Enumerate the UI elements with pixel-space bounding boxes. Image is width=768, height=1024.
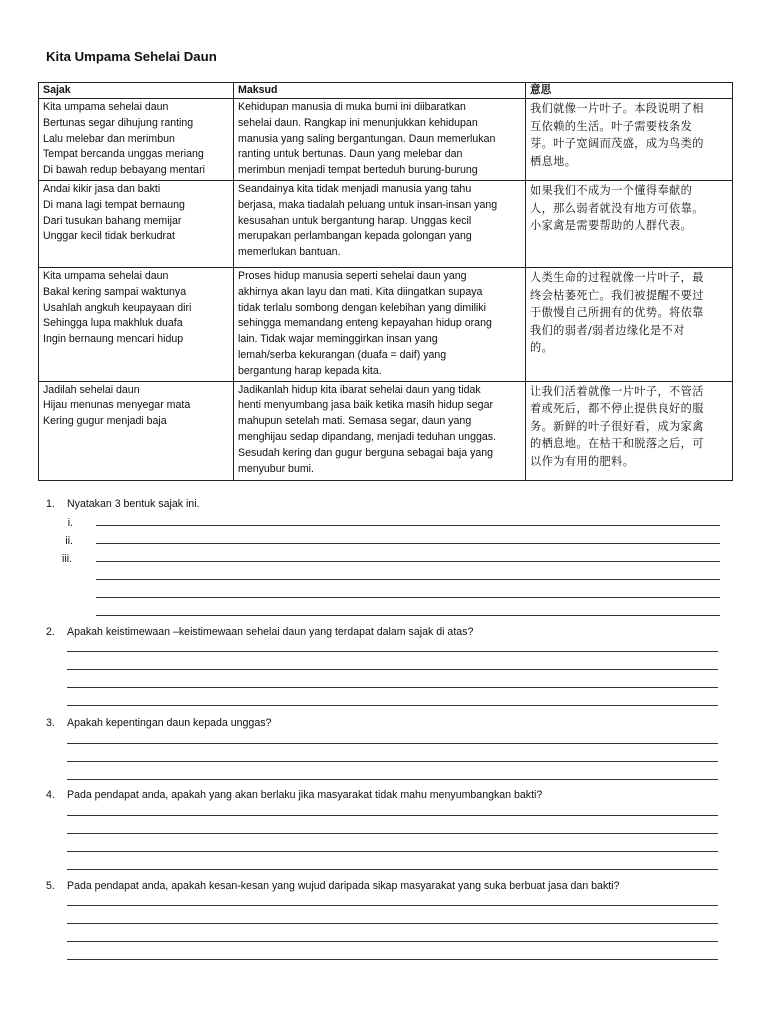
sajak-line: Dari tusukan bahang memijar	[43, 214, 182, 227]
sajak-line: Andai kikir jasa dan bakti	[43, 183, 161, 195]
table-row	[39, 381, 733, 480]
maksud-line: manusia yang saling bergantungan. Daun memerlukan	[238, 132, 496, 145]
table-header-row	[39, 83, 733, 99]
header-yisi: 意思	[526, 83, 733, 99]
sajak-line: Kita umpama sehelai daun	[43, 101, 169, 113]
answer-line[interactable]	[67, 923, 718, 924]
yisi-cell	[526, 381, 733, 480]
yisi-line: 于傲慢自己所拥有的优势。将依靠	[530, 306, 704, 319]
maksud-line: bergantung harap kepada kita.	[238, 364, 382, 377]
answer-line[interactable]	[67, 651, 718, 652]
table-row	[39, 268, 733, 382]
header-maksud: Maksud	[234, 83, 526, 99]
question-number: 4.	[46, 789, 55, 801]
maksud-line: Jadikanlah hidup kita ibarat sehelai daun yang tidak	[238, 383, 481, 396]
sajak-line: Sehingga lupa makhluk duafa	[43, 317, 183, 330]
maksud-line: menyubur bumi.	[238, 462, 314, 475]
answer-line[interactable]	[96, 615, 720, 616]
maksud-line: memerlukan bantuan.	[238, 246, 341, 259]
sajak-line: Bertunas segar dihujung ranting	[43, 116, 194, 129]
answer-line[interactable]	[67, 687, 718, 688]
maksud-line: tidak terlalu sombong dengan kelebihan yang dimiliki	[238, 301, 486, 314]
answer-item-label: i.	[67, 517, 73, 529]
yisi-line: 以作为有用的肥料。	[530, 454, 635, 468]
yisi-line: 人，那么弱者就没有地方可依靠。	[530, 201, 704, 215]
question-number: 3.	[46, 717, 55, 729]
yisi-line: 如果我们不成为一个懂得奉献的	[530, 184, 693, 197]
sajak-line: Lalu melebar dan merimbun	[43, 132, 175, 145]
yisi-line: 栖息地。	[530, 154, 577, 168]
maksud-line: Sesudah kering dan gugur berguna sebagai baja yang	[238, 446, 494, 459]
sajak-line: Kita umpama sehelai daun	[43, 270, 169, 282]
sajak-line: Di bawah redup bebayang mentari	[43, 164, 205, 177]
sajak-cell	[39, 181, 234, 268]
maksud-line: sehingga memandang enteng kepayahan hidup orang	[238, 317, 492, 330]
maksud-cell	[234, 381, 526, 480]
yisi-line: 着或死后，都不停止提供良好的服	[530, 402, 704, 416]
maksud-cell	[234, 99, 526, 181]
answer-line[interactable]	[67, 815, 718, 816]
sajak-line: Hijau menunas menyegar mata	[43, 399, 191, 412]
answer-line[interactable]	[67, 941, 718, 942]
yisi-line: 人类生命的过程就像一片叶子，最	[530, 271, 704, 284]
answer-line[interactable]	[96, 525, 720, 526]
poem-table	[38, 82, 733, 481]
answer-line[interactable]	[67, 851, 718, 852]
sajak-line: Tempat bercanda unggas meriang	[43, 148, 204, 161]
answer-item-label: iii.	[61, 553, 72, 565]
answer-line[interactable]	[67, 669, 718, 670]
maksud-line: merimbun menjadi tempat berteduh burung-burung	[238, 164, 478, 177]
answer-line[interactable]	[67, 905, 718, 906]
answer-line[interactable]	[67, 705, 718, 706]
yisi-line: 互依赖的生活。叶子需要枝条发	[530, 119, 693, 133]
table-row	[39, 181, 733, 268]
maksud-line: merupakan perlambangan kepada golongan yang	[238, 230, 472, 243]
question-text: Pada pendapat anda, apakah kesan-kesan yang wujud daripada sikap masyarakat yang suka berbuat jasa dan bakti?	[67, 880, 620, 892]
maksud-line: henti menyumbang jasa baik ketika masih hidup segar	[238, 399, 493, 412]
answer-line[interactable]	[96, 561, 720, 562]
maksud-line: kesusahan untuk bergantung harap. Unggas kecil	[238, 214, 472, 227]
sajak-line: Ingin bernaung mencari hidup	[43, 333, 184, 346]
sajak-cell	[39, 381, 234, 480]
yisi-line: 的栖息地。在枯干和脱落之后，可	[530, 437, 704, 451]
question-text: Apakah kepentingan daun kepada unggas?	[67, 717, 272, 729]
maksud-line: sehelai daun. Rangkap ini menunjukkan kehidupan	[238, 116, 478, 129]
question-text: Apakah keistimewaan –keistimewaan sehelai daun yang terdapat dalam sajak di atas?	[67, 626, 474, 638]
yisi-line: 务。新鲜的叶子很好看，成为家禽	[530, 419, 704, 433]
question-text: Nyatakan 3 bentuk sajak ini.	[67, 498, 200, 510]
maksud-line: berjasa, maka tiadalah peluang untuk insan-insan yang	[238, 198, 498, 211]
answer-line[interactable]	[96, 579, 720, 580]
maksud-line: akhirnya akan layu dan mati. Kita diingatkan supaya	[238, 285, 483, 298]
maksud-line: Proses hidup manusia seperti sehelai daun yang	[238, 270, 467, 282]
worksheet-title: Kita Umpama Sehelai Daun	[46, 49, 217, 64]
yisi-line: 的。	[530, 341, 554, 354]
maksud-line: mahupun setelah mati. Semasa segar, daun yang	[238, 415, 472, 428]
maksud-line: menghijau sedap dipandang, menjadi teduhan unggas.	[238, 430, 496, 443]
question-number: 1.	[46, 498, 55, 510]
sajak-cell	[39, 268, 234, 382]
maksud-line: Seandainya kita tidak menjadi manusia yang tahu	[238, 183, 472, 195]
yisi-cell	[526, 99, 733, 181]
answer-line[interactable]	[96, 597, 720, 598]
yisi-line: 我们就像一片叶子。本段说明了相	[530, 102, 704, 115]
question-number: 2.	[46, 626, 55, 638]
answer-line[interactable]	[67, 869, 718, 870]
question-text: Pada pendapat anda, apakah yang akan berlaku jika masyarakat tidak mahu menyumbangkan bakti?	[67, 789, 543, 801]
yisi-line: 芽。叶子宽阔而茂盛，成为鸟类的	[530, 137, 704, 150]
maksud-line: lain. Tidak wajar meminggirkan insan yang	[238, 333, 438, 346]
sajak-line: Unggar kecil tidak berkudrat	[43, 230, 175, 243]
yisi-line: 小家禽是需要帮助的人群代表。	[530, 219, 693, 232]
sajak-line: Jadilah sehelai daun	[43, 383, 140, 396]
maksud-cell	[234, 181, 526, 268]
yisi-cell	[526, 181, 733, 268]
yisi-line: 终会枯萎死亡。我们被提醒不要过	[530, 288, 704, 302]
answer-line[interactable]	[67, 779, 718, 780]
yisi-line: 让我们活着就像一片叶子，不管活	[530, 384, 704, 398]
question-number: 5.	[46, 880, 55, 892]
answer-line[interactable]	[67, 743, 718, 744]
answer-line[interactable]	[67, 761, 718, 762]
answer-line[interactable]	[96, 543, 720, 544]
answer-line[interactable]	[67, 833, 718, 834]
sajak-cell	[39, 99, 234, 181]
table-row	[39, 99, 733, 181]
maksud-line: Kehidupan manusia di muka bumi ini diibaratkan	[238, 101, 466, 113]
sajak-line: Kering gugur menjadi baja	[43, 415, 167, 428]
header-sajak: Sajak	[39, 83, 234, 99]
yisi-line: 我们的弱者/弱者边缘化是不对	[530, 323, 685, 337]
answer-item-label: ii.	[65, 535, 73, 547]
sajak-line: Usahlah angkuh keupayaan diri	[43, 301, 192, 314]
maksud-cell	[234, 268, 526, 382]
maksud-line: lemah/serba kekurangan (duafa = daif) yang	[238, 348, 447, 361]
sajak-line: Di mana lagi tempat bernaung	[43, 198, 185, 211]
maksud-line: ranting untuk bertunas. Daun yang melebar dan	[238, 148, 463, 161]
sajak-line: Bakal kering sampai waktunya	[43, 285, 187, 298]
yisi-cell	[526, 268, 733, 382]
answer-line[interactable]	[67, 959, 718, 960]
